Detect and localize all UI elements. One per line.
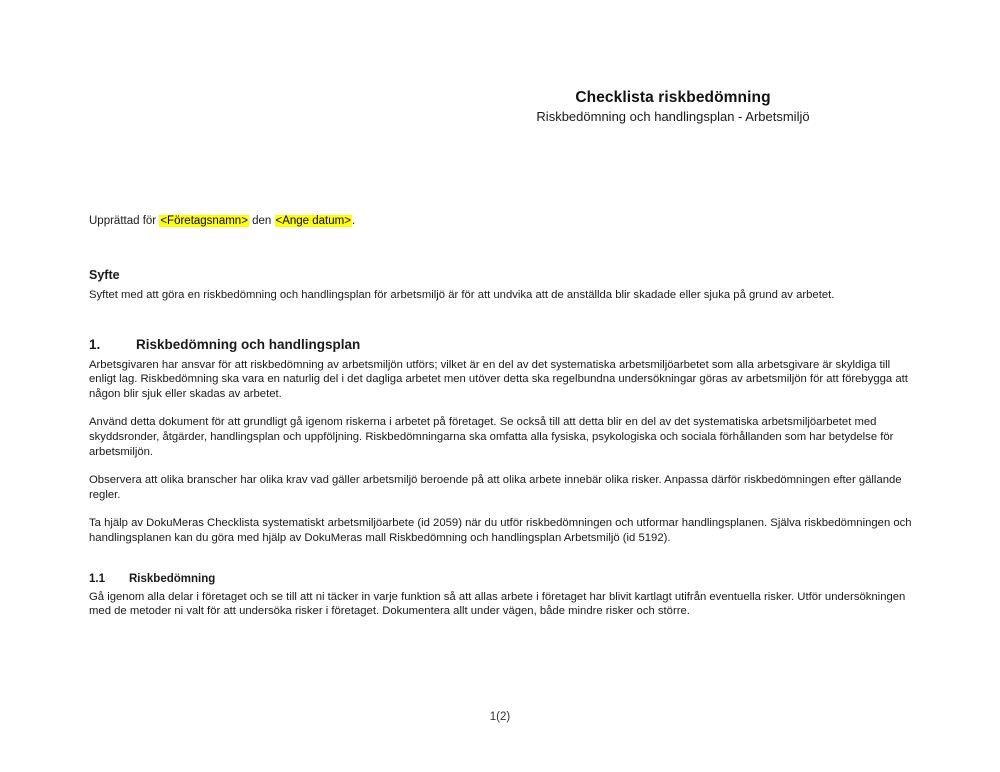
document-title: Checklista riskbedömning	[575, 89, 771, 106]
page-number: 1(2)	[489, 711, 511, 723]
section-title-1-1: Riskbedömning	[129, 572, 216, 585]
intro-middle: den	[248, 215, 275, 227]
document-title-block	[503, 88, 843, 125]
paragraph: Använd detta dokument för att grundligt gå igenom riskerna i arbetet på företaget. Se också till att detta blir en del av det systematiska arbetsmiljöarbetet med skyddsronder, åtgärder, handlingsplan och uppföljning. Riskbedömningarna ska omfatta alla fysiska, psykologiska och sociala förhållanden som har betydelse för arbetsmiljön.	[89, 416, 894, 458]
paragraph: Arbetsgivaren har ansvar för att riskbedömning av arbetsmiljön utförs; vilket är en del av det systematiska arbetsmiljöarbetet som alla arbetsgivare är skyldiga till enligt lag. Riskbedömning ska vara en naturlig del i det dagliga arbetet men utöver detta ska regelbundna undersökningar göras av arbetsmiljön för att förebygga att någon blir sjuk eller skadas av arbetet.	[89, 358, 908, 400]
paragraph: Syftet med att göra en riskbedömning och handlingsplan för arbetsmiljö är för att undvika att de anställda blir skadade eller sjuka på grund av arbetet.	[89, 289, 835, 301]
section-heading-syfte: Syfte	[89, 268, 120, 282]
company-name-placeholder[interactable]: <Företagsnamn>	[160, 215, 248, 227]
page-footer	[0, 711, 1000, 723]
document-body	[89, 214, 917, 619]
section-number-1: 1.	[89, 336, 101, 352]
document-subtitle: Riskbedömning och handlingsplan - Arbetsmiljö	[536, 109, 810, 124]
paragraph: Gå igenom alla delar i företaget och se till att ni täcker in varje funktion så att allas arbete i företaget har blivit kartlagt utifrån eventuella risker. Utför undersökningen med de metoder ni valt för att undersöka risker i företaget. Dokumentera allt under vägen, både mindre risker och större.	[89, 590, 906, 618]
paragraph: Observera att olika branscher har olika krav vad gäller arbetsmiljö beroende på att olika arbete innebär olika risker. Anpassa därför riskbedömningen efter gällande regler.	[89, 474, 902, 501]
intro-suffix: .	[351, 215, 356, 227]
date-placeholder[interactable]: <Ange datum>	[275, 215, 351, 227]
intro-prefix: Upprättad för	[89, 215, 160, 227]
paragraph: Ta hjälp av DokuMeras Checklista systematiskt arbetsmiljöarbete (id 2059) när du utför riskbedömningen och utformar handlingsplanen. Själva riskbedömningen och handlingsplanen kan du göra med hjälp av DokuMeras mall Riskbedömning och handlingsplan Arbetsmiljö (id 5192).	[89, 517, 912, 544]
section-heading-1-1	[89, 572, 917, 587]
intro-line	[89, 214, 917, 229]
section-heading-1	[89, 337, 917, 353]
section-number-1-1: 1.1	[89, 572, 105, 585]
section-title-1: Riskbedömning och handlingsplan	[136, 336, 361, 352]
